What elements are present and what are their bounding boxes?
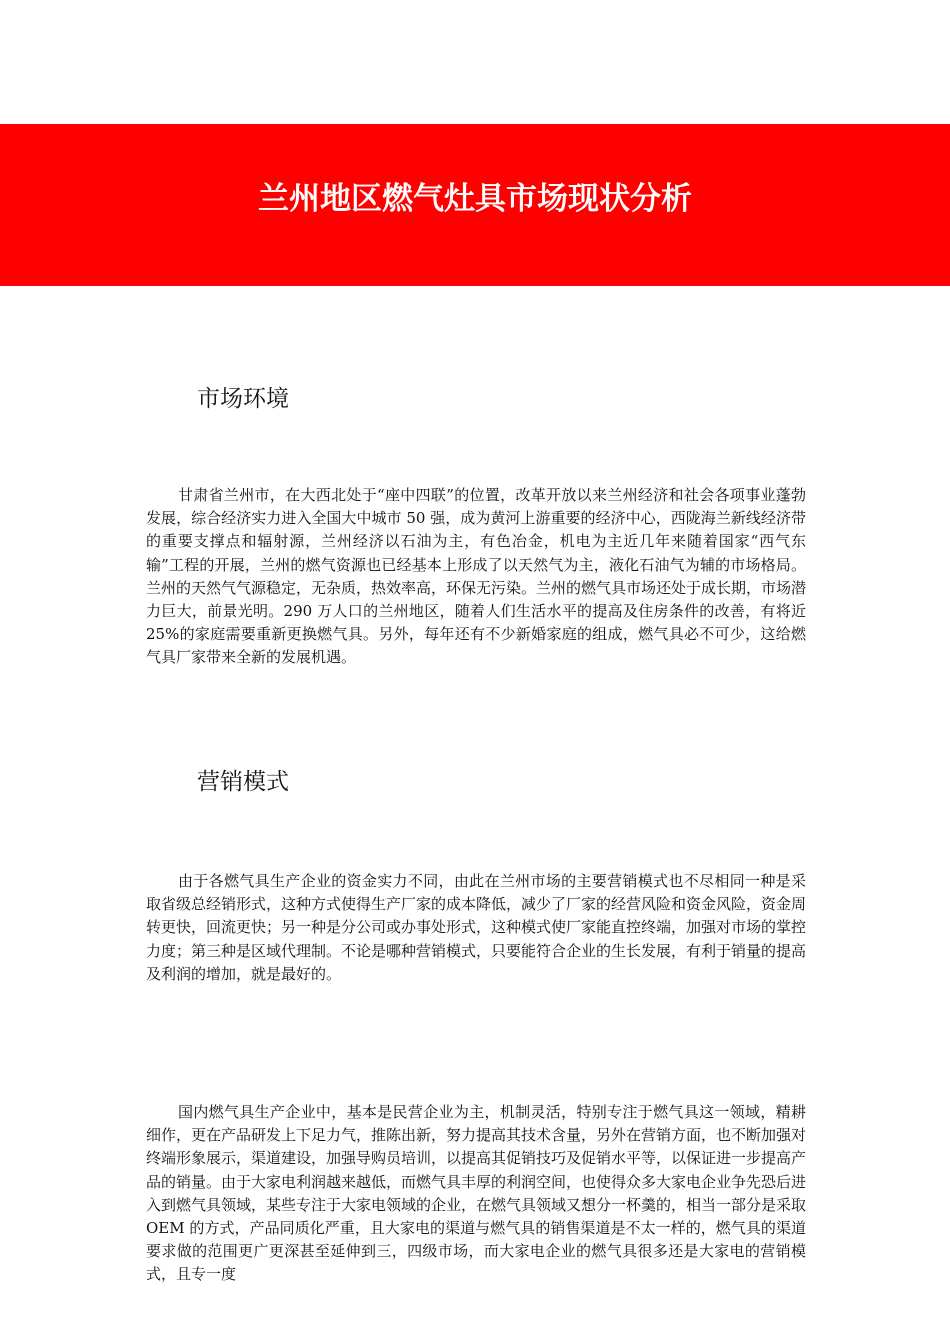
paragraph-marketing-model-2: 国内燃气具生产企业中，基本是民营企业为主，机制灵活，特别专注于燃气具这一领域，精耕细作，更在产品研发上下足力气，推陈出新，努力提高其技术含量，另外在营销方面，也不断加强对终端形象展示，渠道建设，加强导购员培训，以提高其促销技巧及促销水平等，以保证进一步提高产品的销量。由于大家电利润越来越低，而燃气具丰厚的利润空间，也使得众多大家电企业争先恐后进入到燃气具领域，某些专注于大家电领域的企业，在燃气具领域又想分一杯羹的，相当一部分是采取 OEM 的方式，产品同质化严重，且大家电的渠道与燃气具的销售渠道是不太一样的，燃气具的渠道要求做的范围更广更深甚至延伸到三，四级市场，而大家电企业的燃气具很多还是大家电的营销模式，且专一度 <box>146 1103 807 1284</box>
document-title: 兰州地区燃气灶具市场现状分析 <box>258 180 692 217</box>
title-banner <box>0 124 950 286</box>
paragraph-marketing-model-1: 由于各燃气具生产企业的资金实力不同，由此在兰州市场的主要营销模式也不尽相同一种是采取省级总经销形式，这种方式使得生产厂家的成本降低，减少了厂家的经营风险和资金风险，资金周转更快，回流更快；另一种是分公司或办事处形式，这种模式使厂家能直控终端，加强对市场的掌控力度；第三种是区域代理制。不论是哪种营销模式，只要能符合企业的生长发展，有利于销量的提高及利润的增加，就是最好的。 <box>146 872 807 983</box>
section-heading-market-environment: 市场环境 <box>197 386 289 412</box>
paragraph-market-environment: 甘肃省兰州市，在大西北处于“座中四联”的位置，改革开放以来兰州经济和社会各项事业蓬勃发展，综合经济实力进入全国大中城市 50 强，成为黄河上游重要的经济中心，西陇海兰新线经济带的重要支撑点和辐射源，兰州经济以石油为主，有色冶金，机电为主近几年来随着国家“西气东输”工程的开展，兰州的燃气资源也已经基本上形成了以天然气为主，液化石油气为辅的市场格局。兰州的天然气气源稳定，无杂质，热效率高，环保无污染。兰州的燃气具市场还处于成长期，市场潜力巨大，前景光明。290 万人口的兰州地区，随着人们生活水平的提高及住房条件的改善，有将近 25%的家庭需要重新更换燃气具。另外，每年还有不少新婚家庭的组成，燃气具必不可少，这给燃气具厂家带来全新的发展机遇。 <box>146 486 807 667</box>
section-heading-marketing-model: 营销模式 <box>197 769 289 795</box>
